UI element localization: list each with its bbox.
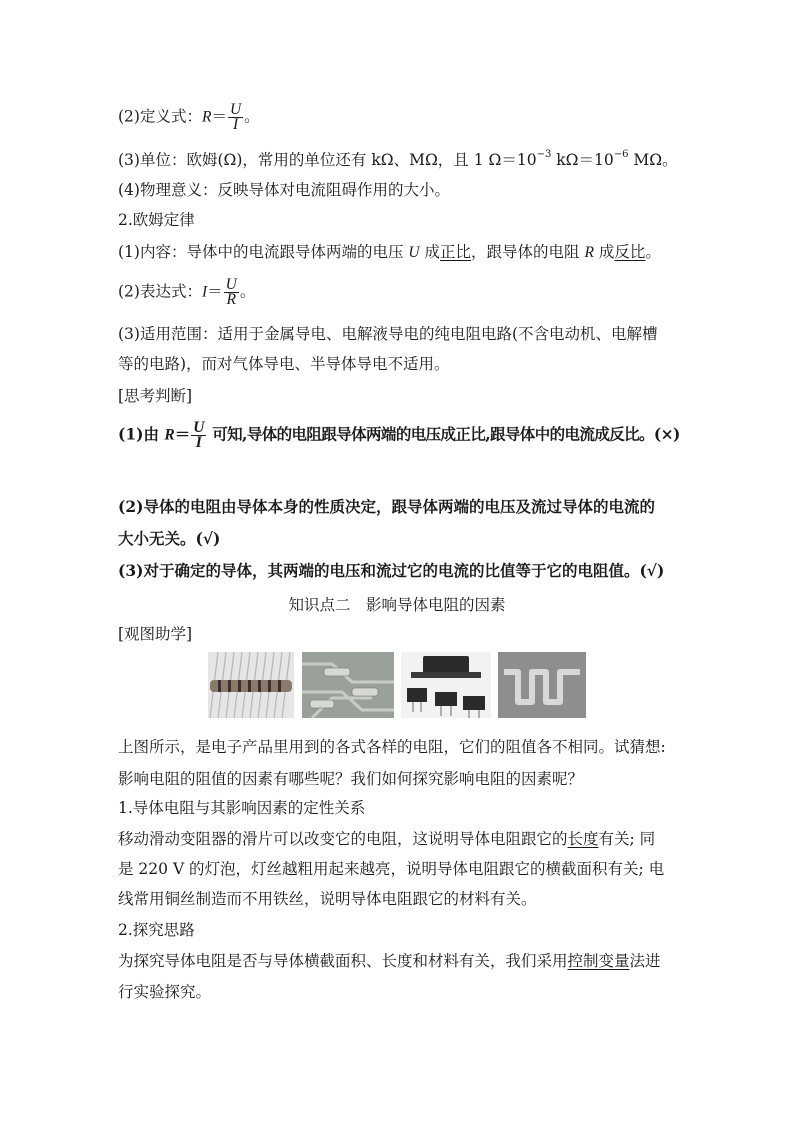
text: 。 xyxy=(645,243,661,261)
section-title: 知识点二 影响导体电阻的因素 xyxy=(288,596,506,614)
text: 法进 xyxy=(629,952,661,970)
fraction xyxy=(228,103,243,132)
unit-text-a: (3)单位：欧姆(Ω)，常用的单位还有 kΩ、MΩ，且 1 Ω＝10 xyxy=(118,151,537,169)
judge-heading: [思考判断] xyxy=(118,387,193,405)
resistor-photo-4 xyxy=(498,652,586,718)
definition-label: (2)定义式： xyxy=(118,107,202,126)
ohm-content-line xyxy=(118,242,661,263)
text: (1)内容：导体中的电流跟导体两端的电压 xyxy=(118,243,409,261)
exponent: −6 xyxy=(613,149,629,160)
judge-q2-line1: (2)导体的电阻由导体本身的性质决定，跟导体两端的电压及流过导体的电流的 xyxy=(118,497,655,516)
ohm-heading: 2.欧姆定律 xyxy=(118,211,195,229)
exponent: −3 xyxy=(536,149,552,160)
equals-sign: ＝ xyxy=(211,107,227,126)
formula-variable: R xyxy=(201,108,212,126)
resistor-photo-2 xyxy=(302,652,394,718)
equals-sign: ＝ xyxy=(174,424,191,444)
expression-label: (2)表达式： xyxy=(118,282,202,301)
judge-q1 xyxy=(118,421,680,450)
underlined-term: 正比 xyxy=(440,243,472,261)
para-line-2: 是 220 V 的灯泡，灯丝越粗用起来越亮，说明导体电阻跟它的横截面积有关; 电 xyxy=(118,860,665,878)
definition-formula-line xyxy=(118,103,260,132)
para-line-1 xyxy=(118,829,655,849)
intro-line-2: 影响电阻的阻值的因素有哪些呢？我们如何探究影响电阻的因素呢？ xyxy=(118,770,584,788)
fraction-denominator: I xyxy=(195,434,202,451)
unit-text-c: MΩ。 xyxy=(628,151,678,169)
figure-tag: [观图助学] xyxy=(118,625,193,643)
fraction xyxy=(191,421,206,450)
underlined-term: 控制变量 xyxy=(567,952,630,970)
subheading-1: 1.导体电阻与其影响因素的定性关系 xyxy=(118,799,366,817)
wire-resistor-icon xyxy=(498,652,586,718)
unit-line xyxy=(118,150,678,170)
text: ，跟导体的电阻 xyxy=(471,243,585,261)
scope-line-1: (3)适用范围：适用于金属导电、电解液导电的纯电阻电路(不含电动机、电解槽 xyxy=(118,325,658,343)
fraction-denominator: I xyxy=(232,116,239,133)
text: 有关; 同 xyxy=(598,830,656,848)
resistor-array-icon xyxy=(208,652,294,718)
circuit-board-icon xyxy=(302,652,394,718)
variable: R xyxy=(584,244,594,261)
fraction-numerator: U xyxy=(225,276,237,293)
variable: U xyxy=(408,244,420,261)
resistor-photo-3 xyxy=(401,652,491,718)
subheading-2: 2.探究思路 xyxy=(118,921,195,939)
underlined-term: 长度 xyxy=(567,830,599,848)
resistor-photo-1 xyxy=(208,652,294,718)
judge-q2-line2: 大小无关。(√) xyxy=(118,529,221,548)
scope-line-2: 等的电路)，而对气体导电、半导体导电不适用。 xyxy=(118,355,450,373)
equals-sign: ＝ xyxy=(207,282,223,301)
fraction-numerator: U xyxy=(193,419,205,436)
text: 可知,导体的电阻跟导体两端的电压成正比,跟导体中的电流成反比。(×) xyxy=(207,424,680,444)
formula-variable: I xyxy=(201,283,208,301)
text: 成 xyxy=(419,243,441,261)
fraction-numerator: U xyxy=(229,101,242,118)
judge-q3: (3)对于确定的导体，其两端的电压和流过它的电流的比值等于它的电阻值。(√) xyxy=(118,561,665,580)
text: 为探究导体电阻是否与导体横截面积、长度和材料有关，我们采用 xyxy=(118,952,568,970)
text: 移动滑动变阻器的滑片可以改变它的电阻，这说明导体电阻跟它的 xyxy=(118,830,568,848)
power-resistor-icon xyxy=(401,652,491,718)
ohm-expression-line xyxy=(118,278,255,307)
formula-variable: R xyxy=(164,426,175,444)
underlined-term: 反比 xyxy=(614,243,646,261)
fraction xyxy=(224,278,239,307)
para-line-3: 线常用铜丝制造而不用铁丝，说明导体电阻跟它的材料有关。 xyxy=(118,890,537,908)
para-line-5: 行实验探究。 xyxy=(118,983,212,1001)
period: 。 xyxy=(244,107,260,126)
fraction-denominator: R xyxy=(226,291,236,308)
text: 成 xyxy=(593,243,615,261)
para-line-4 xyxy=(118,951,661,971)
text: (1)由 xyxy=(118,424,165,444)
intro-line-1: 上图所示，是电子产品里用到的各式各样的电阻，它们的阻值各不相同。试猜想: xyxy=(118,738,666,756)
period: 。 xyxy=(239,282,256,301)
meaning-line: (4)物理意义：反映导体对电流阻碍作用的大小。 xyxy=(118,181,450,199)
unit-text-b: kΩ＝10 xyxy=(551,151,614,169)
